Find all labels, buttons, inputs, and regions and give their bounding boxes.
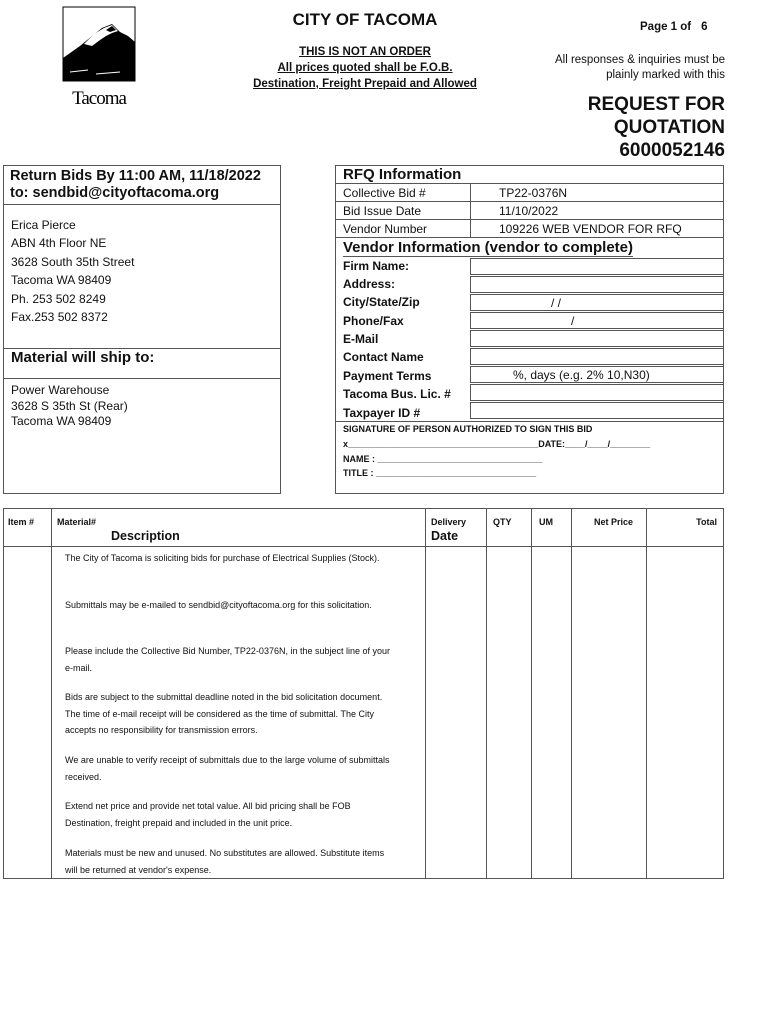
rfq-row: Vendor Number 109226 WEB VENDOR FOR RFQ	[336, 219, 723, 238]
description-paragraph: Bids are subject to the submittal deadline noted in the bid solicitation document. The time of e-mail receipt will be considered as the time of submittal. The City accepts no responsibility for transmission errors.	[65, 692, 383, 735]
rfq-number: 6000052146	[619, 140, 725, 161]
page-indicator: Page 1 of 6	[640, 21, 708, 33]
divider	[4, 378, 280, 379]
vendor-info-heading: Vendor Information (vendor to complete)	[343, 239, 634, 256]
payment-terms-field[interactable]: %, days (e.g. 2% 10,N30)	[470, 366, 723, 383]
phone-fax-field[interactable]: /	[470, 312, 723, 329]
contact-name-field[interactable]	[470, 348, 723, 365]
description-header: Description	[111, 529, 180, 543]
return-bids-heading: Return Bids By 11:00 AM, 11/18/2022 to: sendbid@cityoftacoma.org	[10, 168, 261, 201]
rfq-row: Collective Bid # TP22-0376N	[336, 183, 723, 202]
taxpayer-id-field[interactable]	[470, 402, 723, 419]
title-line[interactable]: TITLE : ________________________________	[343, 468, 537, 478]
description-paragraph: We are unable to verify receipt of submittals due to the large volume of submittals received.	[65, 755, 390, 782]
header-divider	[4, 546, 723, 547]
ship-to-heading: Material will ship to:	[11, 349, 155, 366]
buyer-contact: Erica Pierce ABN 4th Floor NE 3628 South 35th Street Tacoma WA 98409 Ph. 253 502 8249 Fax.253 502 8372	[11, 218, 135, 325]
address-field[interactable]	[470, 276, 723, 293]
svg-text:Tacoma: Tacoma	[72, 88, 126, 109]
ship-to-address: Power Warehouse 3628 S 35th St (Rear) Tacoma WA 98409	[11, 383, 128, 428]
city-title: CITY OF TACOMA	[292, 10, 438, 29]
city-state-zip-field[interactable]: / /	[470, 294, 723, 311]
column-divider	[571, 509, 572, 878]
column-divider	[531, 509, 532, 878]
column-divider	[425, 509, 426, 878]
return-bids-box	[3, 165, 281, 494]
mountain-logo-icon	[62, 6, 136, 112]
total-header: Total	[696, 517, 717, 527]
rfq-row: Bid Issue Date 11/10/2022	[336, 201, 723, 220]
rfq-info-heading: RFQ Information	[343, 166, 462, 183]
name-line[interactable]: NAME : _________________________________	[343, 454, 543, 464]
description-paragraph: Materials must be new and unused. No substitutes are allowed. Substitute items will be returned at vendor's expense.	[65, 848, 385, 875]
description-paragraph: Extend net price and provide net total value. All bid pricing shall be FOB Destination, freight prepaid and included in the unit price.	[65, 801, 351, 828]
material-header: Material#	[57, 517, 97, 527]
net-price-header: Net Price	[594, 517, 634, 527]
signature-line[interactable]: x______________________________________DATE:____/____/________	[343, 439, 651, 449]
column-divider	[646, 509, 647, 878]
column-divider	[51, 509, 52, 878]
rfq-heading: REQUEST FOR QUOTATION 6000052146	[520, 93, 725, 162]
email-field[interactable]	[470, 330, 723, 347]
divider	[336, 421, 723, 422]
signature-heading: SIGNATURE OF PERSON AUTHORIZED TO SIGN THIS BID	[343, 424, 593, 434]
um-header: UM	[539, 517, 553, 527]
description-paragraph: Please include the Collective Bid Number, TP22-0376N, in the subject line of your e-mail.	[65, 646, 391, 673]
responses-note: All responses & inquiries must be plainly marked with this	[554, 54, 725, 81]
divider	[4, 204, 280, 205]
description-paragraph: Submittals may be e-mailed to sendbid@cityoftacoma.org for this solicitation.	[65, 600, 372, 610]
items-table	[3, 508, 724, 879]
date-header: Date	[431, 529, 459, 543]
item-header: Item #	[8, 517, 35, 527]
city-of-tacoma-logo	[62, 6, 136, 112]
delivery-header: Delivery	[431, 517, 467, 527]
description-paragraph: The City of Tacoma is soliciting bids for purchase of Electrical Supplies (Stock).	[65, 553, 380, 563]
divider	[336, 237, 723, 238]
column-divider	[486, 509, 487, 878]
not-an-order-notice: THIS IS NOT AN ORDER All prices quoted shall be F.O.B. Destination, Freight Prepaid and Allowed	[253, 46, 477, 90]
column-divider	[470, 183, 471, 237]
qty-header: QTY	[493, 517, 512, 527]
business-license-field[interactable]	[470, 384, 723, 401]
rfq-vendor-box: RFQ Information Collective Bid # TP22-0376N Bid Issue Date 11/10/2022 Vendor Number 109226 WEB VENDOR FOR RFQ Vendor Information (vendor to complete) Firm Name: Address: City/State/Zip / / Phone/Fax / E-Mail Contact Name Payment Terms %, days (e.g. 2% 10,N30) Tacoma Bus. Lic. # Taxpayer ID # SIGNATURE OF PERSON AUTHORIZED TO SIGN THIS BID x______________________________________DATE:____/____/________ NAME : _________________________________ TITLE : ________________________________	[335, 165, 724, 494]
firm-name-field[interactable]	[470, 258, 723, 275]
